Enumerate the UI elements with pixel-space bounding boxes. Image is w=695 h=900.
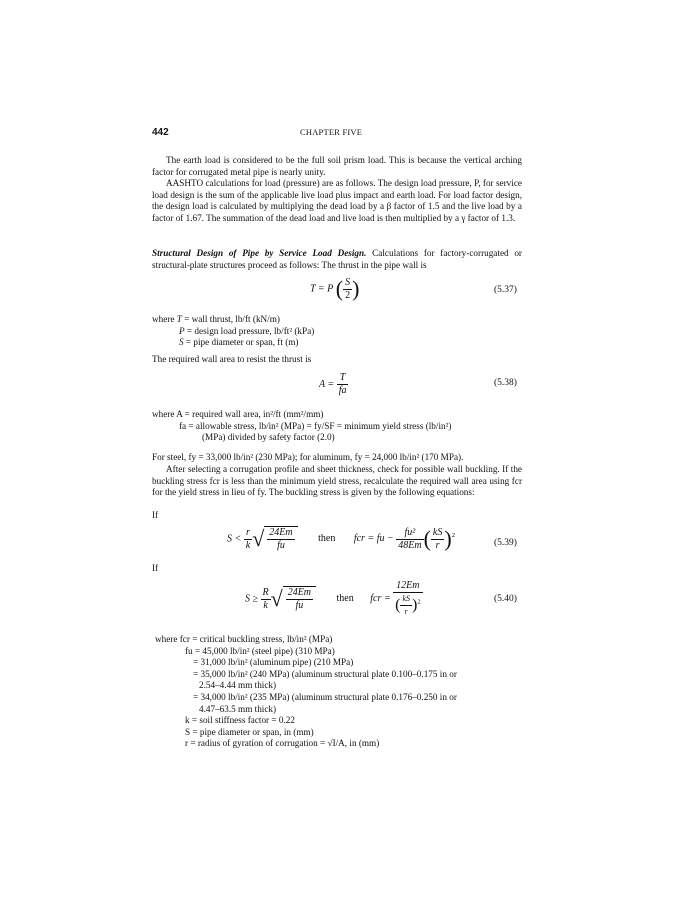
paragraph-wall-area: The required wall area to resist the thrust is	[152, 354, 312, 364]
page-number: 442	[152, 127, 169, 138]
paragraph-buckling: After selecting a corrugation profile and sheet thickness, check for possible wall buckling. If the buckling stress fcr is less than the minimum yield stress, recalculate the required wall area using fcr for the yield stress in lieu of fy. The buckling stress is given by the following equations:	[152, 464, 522, 498]
eq538-lhs: A =	[319, 378, 335, 390]
where3-row: fu = 45,000 lb/in² (steel pipe) (310 MPa)	[185, 645, 335, 656]
where2-row: fa = allowable stress, lb/in² (MPa) = fy/SF = minimum yield stress (lb/in²)	[179, 420, 452, 431]
section-intro-text: Calculations for factory-corrugated or structural-plate structures proceed as follows: The thrust in the pipe wall is	[152, 248, 522, 270]
equation-number-5-39: (5.39)	[494, 538, 517, 548]
where-block-2	[152, 409, 522, 444]
where3-row: where fcr = critical buckling stress, lb/in² (MPa)	[155, 634, 333, 644]
where3-row: k = soil stiffness factor = 0.22	[185, 715, 295, 726]
paragraph-yield-stress: For steel, fy = 33,000 lb/in² (230 MPa); for aluminum, fy = 24,000 lb/in² (170 MPa).	[152, 452, 464, 462]
if-label-1: If	[152, 510, 159, 520]
paragraph-aashto: AASHTO calculations for load (pressure) are as follows. The design load pressure, P, for service load design is the sum of the applicable live load plus impact and earth load. For load factor design, the design load is calculated by multiplying the dead load by a β factor of 1.5 and the live load by a factor of 1.67. The summation of the dead load and live load is then multiplied by a γ factor of 1.3.	[152, 178, 522, 223]
equation-5-40: S ≥ $\frac{R}{k}$ √ $\frac{24Em}{fu}$ then fcr = 12Em ( $\frac{kS}{r}$ )$^2$	[245, 580, 421, 616]
where3-row: = 35,000 lb/in² (240 MPa) (aluminum structural plate 0.100–0.175 in or	[193, 668, 457, 679]
where-block-1	[152, 314, 314, 349]
where1-row: P = design load pressure, lb/ft² (kPa)	[179, 325, 315, 336]
eq537-lhs: T = P	[310, 283, 334, 295]
section-paragraph	[152, 248, 522, 271]
eq537-num: S	[345, 276, 351, 288]
eq538-num: T	[337, 372, 349, 385]
if-label-2: If	[152, 563, 159, 573]
chapter-title: CHAPTER FIVE	[300, 127, 363, 137]
where3-row: 2.54–4.44 mm thick)	[199, 680, 277, 691]
equation-5-39: S < $\frac{r}{k}$ √ $\frac{24Em}{fu}$ then fcr = fu − $\frac{\text{fu²}}{48Em}$ ( $\frac{kS}{r}$ )$^2$	[227, 526, 455, 551]
where1-row: S = pipe diameter or span, ft (m)	[179, 337, 299, 348]
where2-row: where A = required wall area, in²/ft (mm²/mm)	[152, 409, 324, 419]
eq537-den: 2	[345, 289, 351, 301]
equation-number-5-38: (5.38)	[494, 378, 517, 388]
equation-5-37: T = P ( $\frac{S}{2}$ )	[310, 276, 360, 301]
where3-row: = 31,000 lb/in² (aluminum pipe) (210 MPa)	[193, 657, 354, 668]
where3-row: r = radius of gyration of corrugation = √I/A, in (mm)	[185, 738, 380, 749]
equation-number-5-40: (5.40)	[494, 594, 517, 604]
eq539-lhs: S <	[227, 533, 242, 545]
equation-5-38	[319, 372, 348, 397]
where-block-3	[155, 634, 522, 750]
equation-number-5-37: (5.37)	[494, 285, 517, 295]
eq540-lhs: S ≥	[245, 593, 258, 605]
eq538-den: fa	[338, 385, 347, 396]
where3-row: 4.47–63.5 mm thick)	[199, 703, 277, 714]
where2-row: (MPa) divided by safety factor (2.0)	[202, 432, 335, 443]
where3-row: = 34,000 lb/in² (235 MPa) (aluminum structural plate 0.176–0.250 in or	[193, 691, 457, 702]
where1-row: where T = wall thrust, lb/ft (kN/m)	[152, 314, 280, 324]
paragraph-earth-load: The earth load is considered to be the full soil prism load. This is because the vertical arching factor for corrugated metal pipe is nearly unity.	[152, 155, 522, 177]
section-heading: Structural Design of Pipe by Service Load Design.	[152, 248, 367, 258]
where3-row: S = pipe diameter or span, in (mm)	[185, 726, 314, 737]
